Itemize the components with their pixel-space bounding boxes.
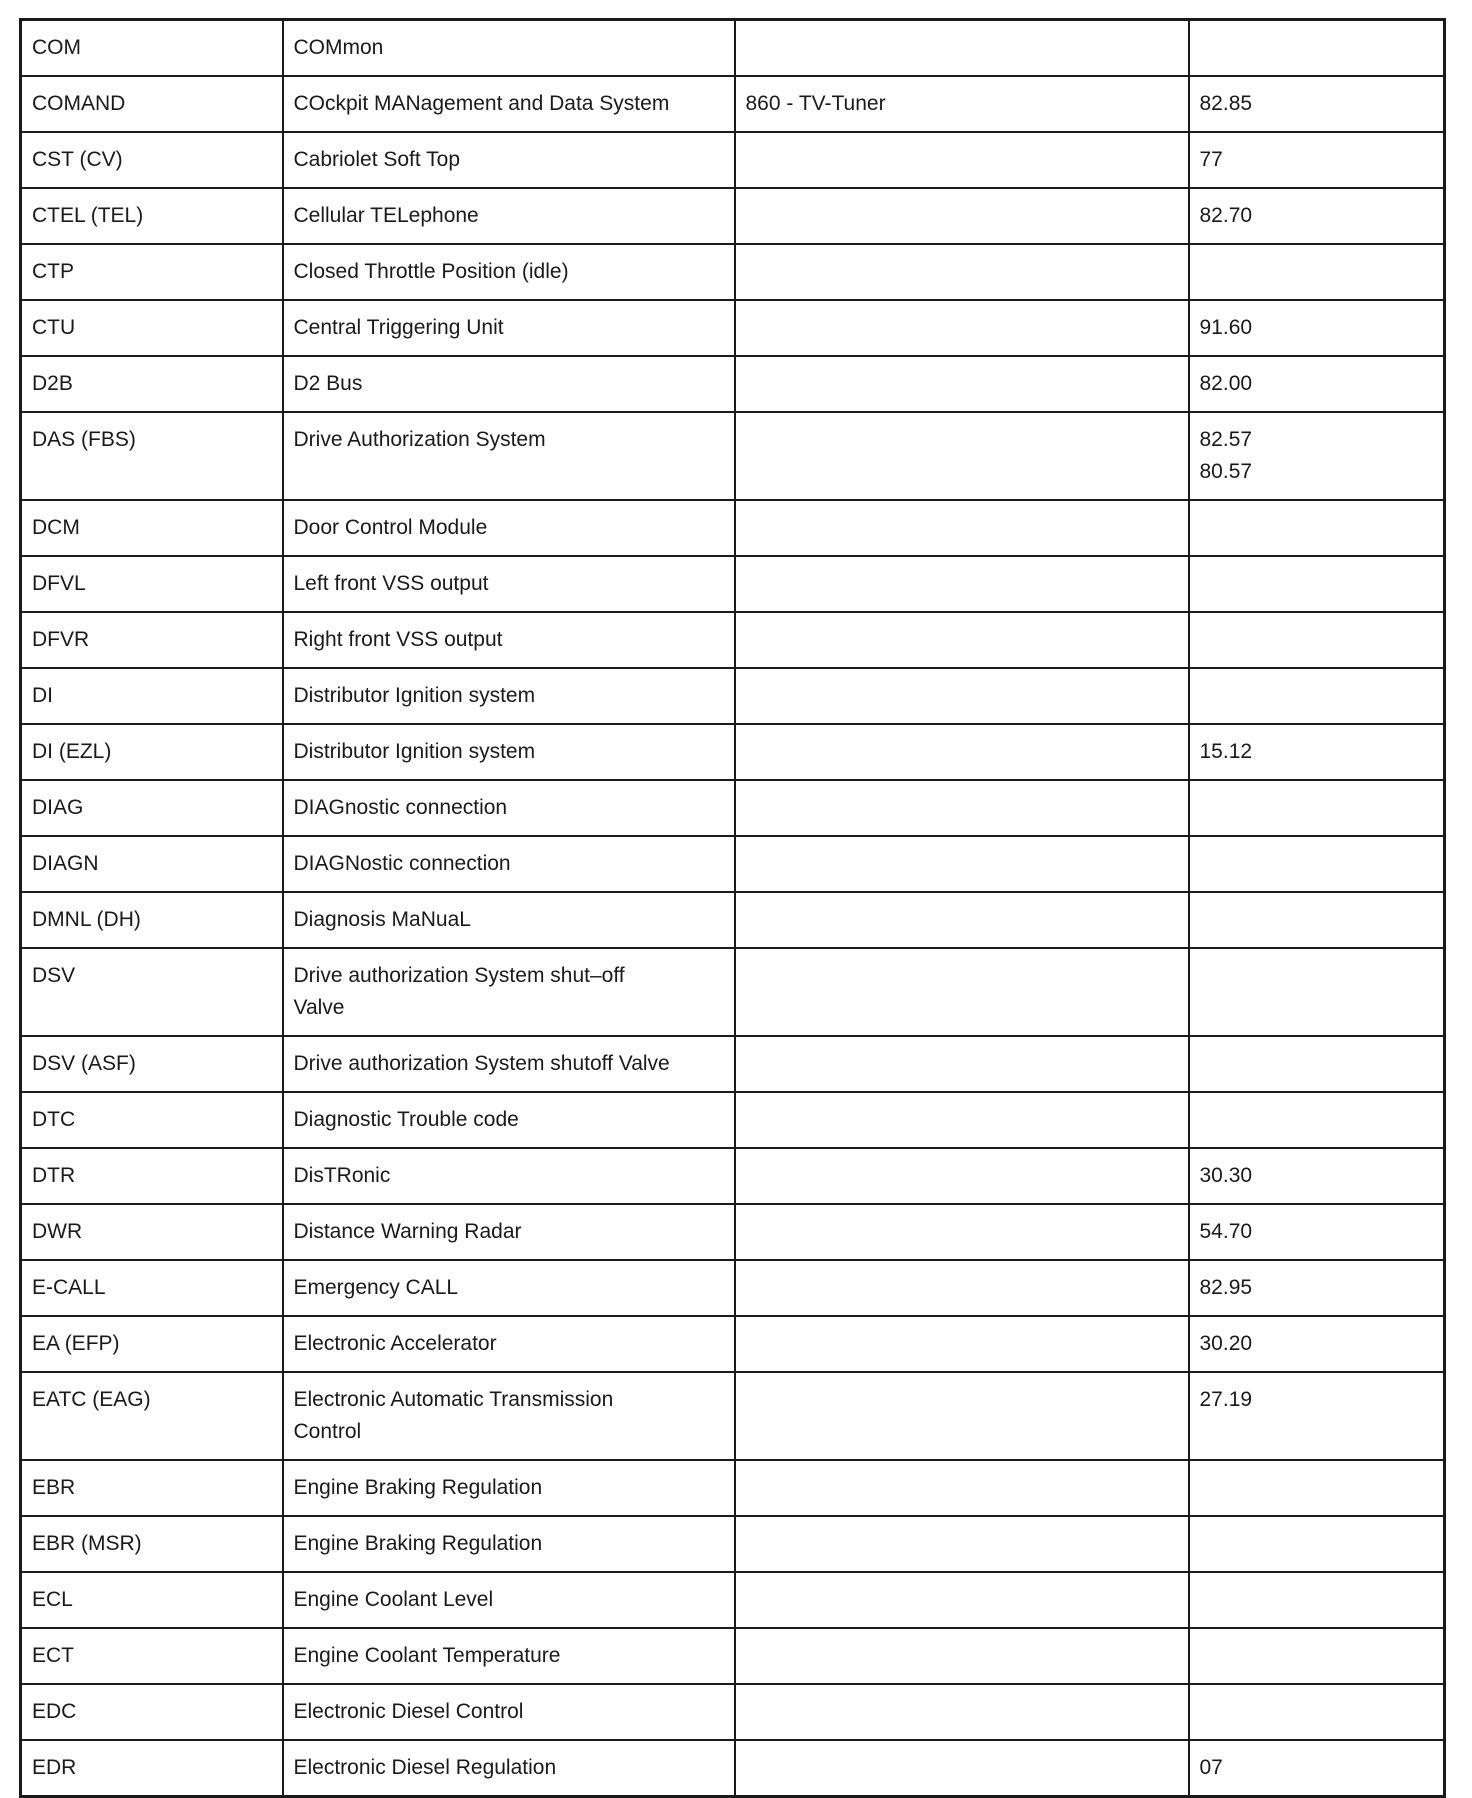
note-cell (735, 724, 1189, 780)
abbreviation-cell: DFVL (21, 556, 283, 612)
abbreviation-cell: CTP (21, 244, 283, 300)
table-row (21, 1092, 1445, 1148)
reference-cell (1189, 1572, 1445, 1628)
table-row (21, 500, 1445, 556)
table-row (21, 20, 1445, 77)
meaning-cell: Drive authorization System shutoff Valve (283, 1036, 735, 1092)
abbreviation-cell: D2B (21, 356, 283, 412)
meaning-cell: DIAGNostic connection (283, 836, 735, 892)
reference-cell: 82.85 (1189, 76, 1445, 132)
meaning-cell: Engine Coolant Temperature (283, 1628, 735, 1684)
meaning-cell: Engine Braking Regulation (283, 1516, 735, 1572)
table-row (21, 1628, 1445, 1684)
reference-cell: 82.95 (1189, 1260, 1445, 1316)
table-row (21, 948, 1445, 1036)
reference-cell (1189, 500, 1445, 556)
note-cell (735, 1204, 1189, 1260)
abbreviation-cell: DAS (FBS) (21, 412, 283, 500)
reference-cell: 82.00 (1189, 356, 1445, 412)
reference-cell (1189, 780, 1445, 836)
meaning-cell: Electronic Diesel Regulation (283, 1740, 735, 1797)
abbreviation-cell: CTEL (TEL) (21, 188, 283, 244)
table-row (21, 188, 1445, 244)
meaning-cell: Drive Authorization System (283, 412, 735, 500)
table-row (21, 76, 1445, 132)
reference-cell: 30.20 (1189, 1316, 1445, 1372)
meaning-cell: DIAGnostic connection (283, 780, 735, 836)
table-row (21, 612, 1445, 668)
note-cell (735, 1572, 1189, 1628)
meaning-cell: Closed Throttle Position (idle) (283, 244, 735, 300)
table-row (21, 1740, 1445, 1797)
meaning-cell: Electronic Automatic Transmission Control (283, 1372, 735, 1460)
abbreviation-cell: DI (EZL) (21, 724, 283, 780)
reference-cell (1189, 1684, 1445, 1740)
meaning-cell: Engine Coolant Level (283, 1572, 735, 1628)
table-row (21, 1516, 1445, 1572)
abbreviation-cell: DTC (21, 1092, 283, 1148)
note-cell (735, 1460, 1189, 1516)
reference-cell: 82.70 (1189, 188, 1445, 244)
table-row (21, 1460, 1445, 1516)
reference-cell (1189, 948, 1445, 1036)
table-row (21, 836, 1445, 892)
meaning-cell: Electronic Accelerator (283, 1316, 735, 1372)
reference-cell: 82.57 80.57 (1189, 412, 1445, 500)
table-row (21, 892, 1445, 948)
note-cell (735, 1316, 1189, 1372)
meaning-cell: Diagnostic Trouble code (283, 1092, 735, 1148)
reference-cell (1189, 836, 1445, 892)
note-cell (735, 1516, 1189, 1572)
note-cell (735, 1740, 1189, 1797)
note-cell (735, 1684, 1189, 1740)
note-cell (735, 1036, 1189, 1092)
note-cell (735, 556, 1189, 612)
table-row (21, 1572, 1445, 1628)
meaning-cell: Electronic Diesel Control (283, 1684, 735, 1740)
meaning-cell: Left front VSS output (283, 556, 735, 612)
reference-cell: 27.19 (1189, 1372, 1445, 1460)
table-row (21, 1148, 1445, 1204)
note-cell (735, 356, 1189, 412)
meaning-cell: D2 Bus (283, 356, 735, 412)
meaning-cell: Central Triggering Unit (283, 300, 735, 356)
note-cell (735, 836, 1189, 892)
note-cell (735, 244, 1189, 300)
abbreviation-cell: DTR (21, 1148, 283, 1204)
table-row (21, 556, 1445, 612)
reference-cell: 07 (1189, 1740, 1445, 1797)
abbreviation-cell: DWR (21, 1204, 283, 1260)
table-row (21, 300, 1445, 356)
note-cell (735, 500, 1189, 556)
abbreviation-cell: COM (21, 20, 283, 77)
meaning-cell: Distance Warning Radar (283, 1204, 735, 1260)
reference-cell (1189, 892, 1445, 948)
meaning-cell: Cabriolet Soft Top (283, 132, 735, 188)
note-cell (735, 1628, 1189, 1684)
table-row (21, 1260, 1445, 1316)
reference-cell (1189, 1036, 1445, 1092)
abbreviation-cell: DSV (21, 948, 283, 1036)
table-row (21, 244, 1445, 300)
note-cell: 860 - TV-Tuner (735, 76, 1189, 132)
abbreviation-cell: E-CALL (21, 1260, 283, 1316)
reference-cell: 91.60 (1189, 300, 1445, 356)
table-row (21, 356, 1445, 412)
abbreviation-cell: DMNL (DH) (21, 892, 283, 948)
note-cell (735, 892, 1189, 948)
reference-cell (1189, 556, 1445, 612)
note-cell (735, 612, 1189, 668)
meaning-cell: Emergency CALL (283, 1260, 735, 1316)
reference-cell (1189, 612, 1445, 668)
reference-cell: 54.70 (1189, 1204, 1445, 1260)
meaning-cell: Engine Braking Regulation (283, 1460, 735, 1516)
table-row (21, 724, 1445, 780)
meaning-cell: Door Control Module (283, 500, 735, 556)
table-body (21, 20, 1445, 1797)
abbreviation-cell: EDC (21, 1684, 283, 1740)
abbreviation-cell: CST (CV) (21, 132, 283, 188)
abbreviation-cell: DIAGN (21, 836, 283, 892)
table-row (21, 1204, 1445, 1260)
abbreviation-cell: DCM (21, 500, 283, 556)
meaning-cell: DisTRonic (283, 1148, 735, 1204)
abbreviation-cell: DI (21, 668, 283, 724)
meaning-cell: Distributor Ignition system (283, 724, 735, 780)
reference-cell: 30.30 (1189, 1148, 1445, 1204)
abbreviation-cell: DFVR (21, 612, 283, 668)
abbreviation-cell: ECT (21, 1628, 283, 1684)
meaning-cell: Drive authorization System shut–off Valve (283, 948, 735, 1036)
meaning-cell: Distributor Ignition system (283, 668, 735, 724)
reference-cell (1189, 1628, 1445, 1684)
reference-cell (1189, 1460, 1445, 1516)
note-cell (735, 20, 1189, 77)
note-cell (735, 948, 1189, 1036)
note-cell (735, 668, 1189, 724)
table-row (21, 1036, 1445, 1092)
abbreviation-table (19, 18, 1446, 1798)
meaning-cell: Cellular TELephone (283, 188, 735, 244)
note-cell (735, 300, 1189, 356)
note-cell (735, 1148, 1189, 1204)
meaning-cell: COMmon (283, 20, 735, 77)
table-row (21, 1372, 1445, 1460)
abbreviation-cell: EDR (21, 1740, 283, 1797)
abbreviation-cell: EATC (EAG) (21, 1372, 283, 1460)
abbreviation-cell: ECL (21, 1572, 283, 1628)
meaning-cell: Right front VSS output (283, 612, 735, 668)
abbreviation-cell: EBR (MSR) (21, 1516, 283, 1572)
table-row (21, 412, 1445, 500)
table-row (21, 132, 1445, 188)
note-cell (735, 132, 1189, 188)
note-cell (735, 1260, 1189, 1316)
reference-cell: 77 (1189, 132, 1445, 188)
abbreviation-cell: DSV (ASF) (21, 1036, 283, 1092)
note-cell (735, 1372, 1189, 1460)
abbreviation-sheet (19, 18, 1443, 1798)
reference-cell (1189, 20, 1445, 77)
note-cell (735, 780, 1189, 836)
reference-cell (1189, 1516, 1445, 1572)
reference-cell: 15.12 (1189, 724, 1445, 780)
meaning-cell: COckpit MANagement and Data System (283, 76, 735, 132)
reference-cell (1189, 668, 1445, 724)
note-cell (735, 188, 1189, 244)
table-row (21, 1684, 1445, 1740)
note-cell (735, 1092, 1189, 1148)
meaning-cell: Diagnosis MaNuaL (283, 892, 735, 948)
abbreviation-cell: CTU (21, 300, 283, 356)
table-row (21, 668, 1445, 724)
table-row (21, 1316, 1445, 1372)
table-row (21, 780, 1445, 836)
reference-cell (1189, 1092, 1445, 1148)
abbreviation-cell: EBR (21, 1460, 283, 1516)
reference-cell (1189, 244, 1445, 300)
note-cell (735, 412, 1189, 500)
abbreviation-cell: COMAND (21, 76, 283, 132)
abbreviation-cell: DIAG (21, 780, 283, 836)
abbreviation-cell: EA (EFP) (21, 1316, 283, 1372)
